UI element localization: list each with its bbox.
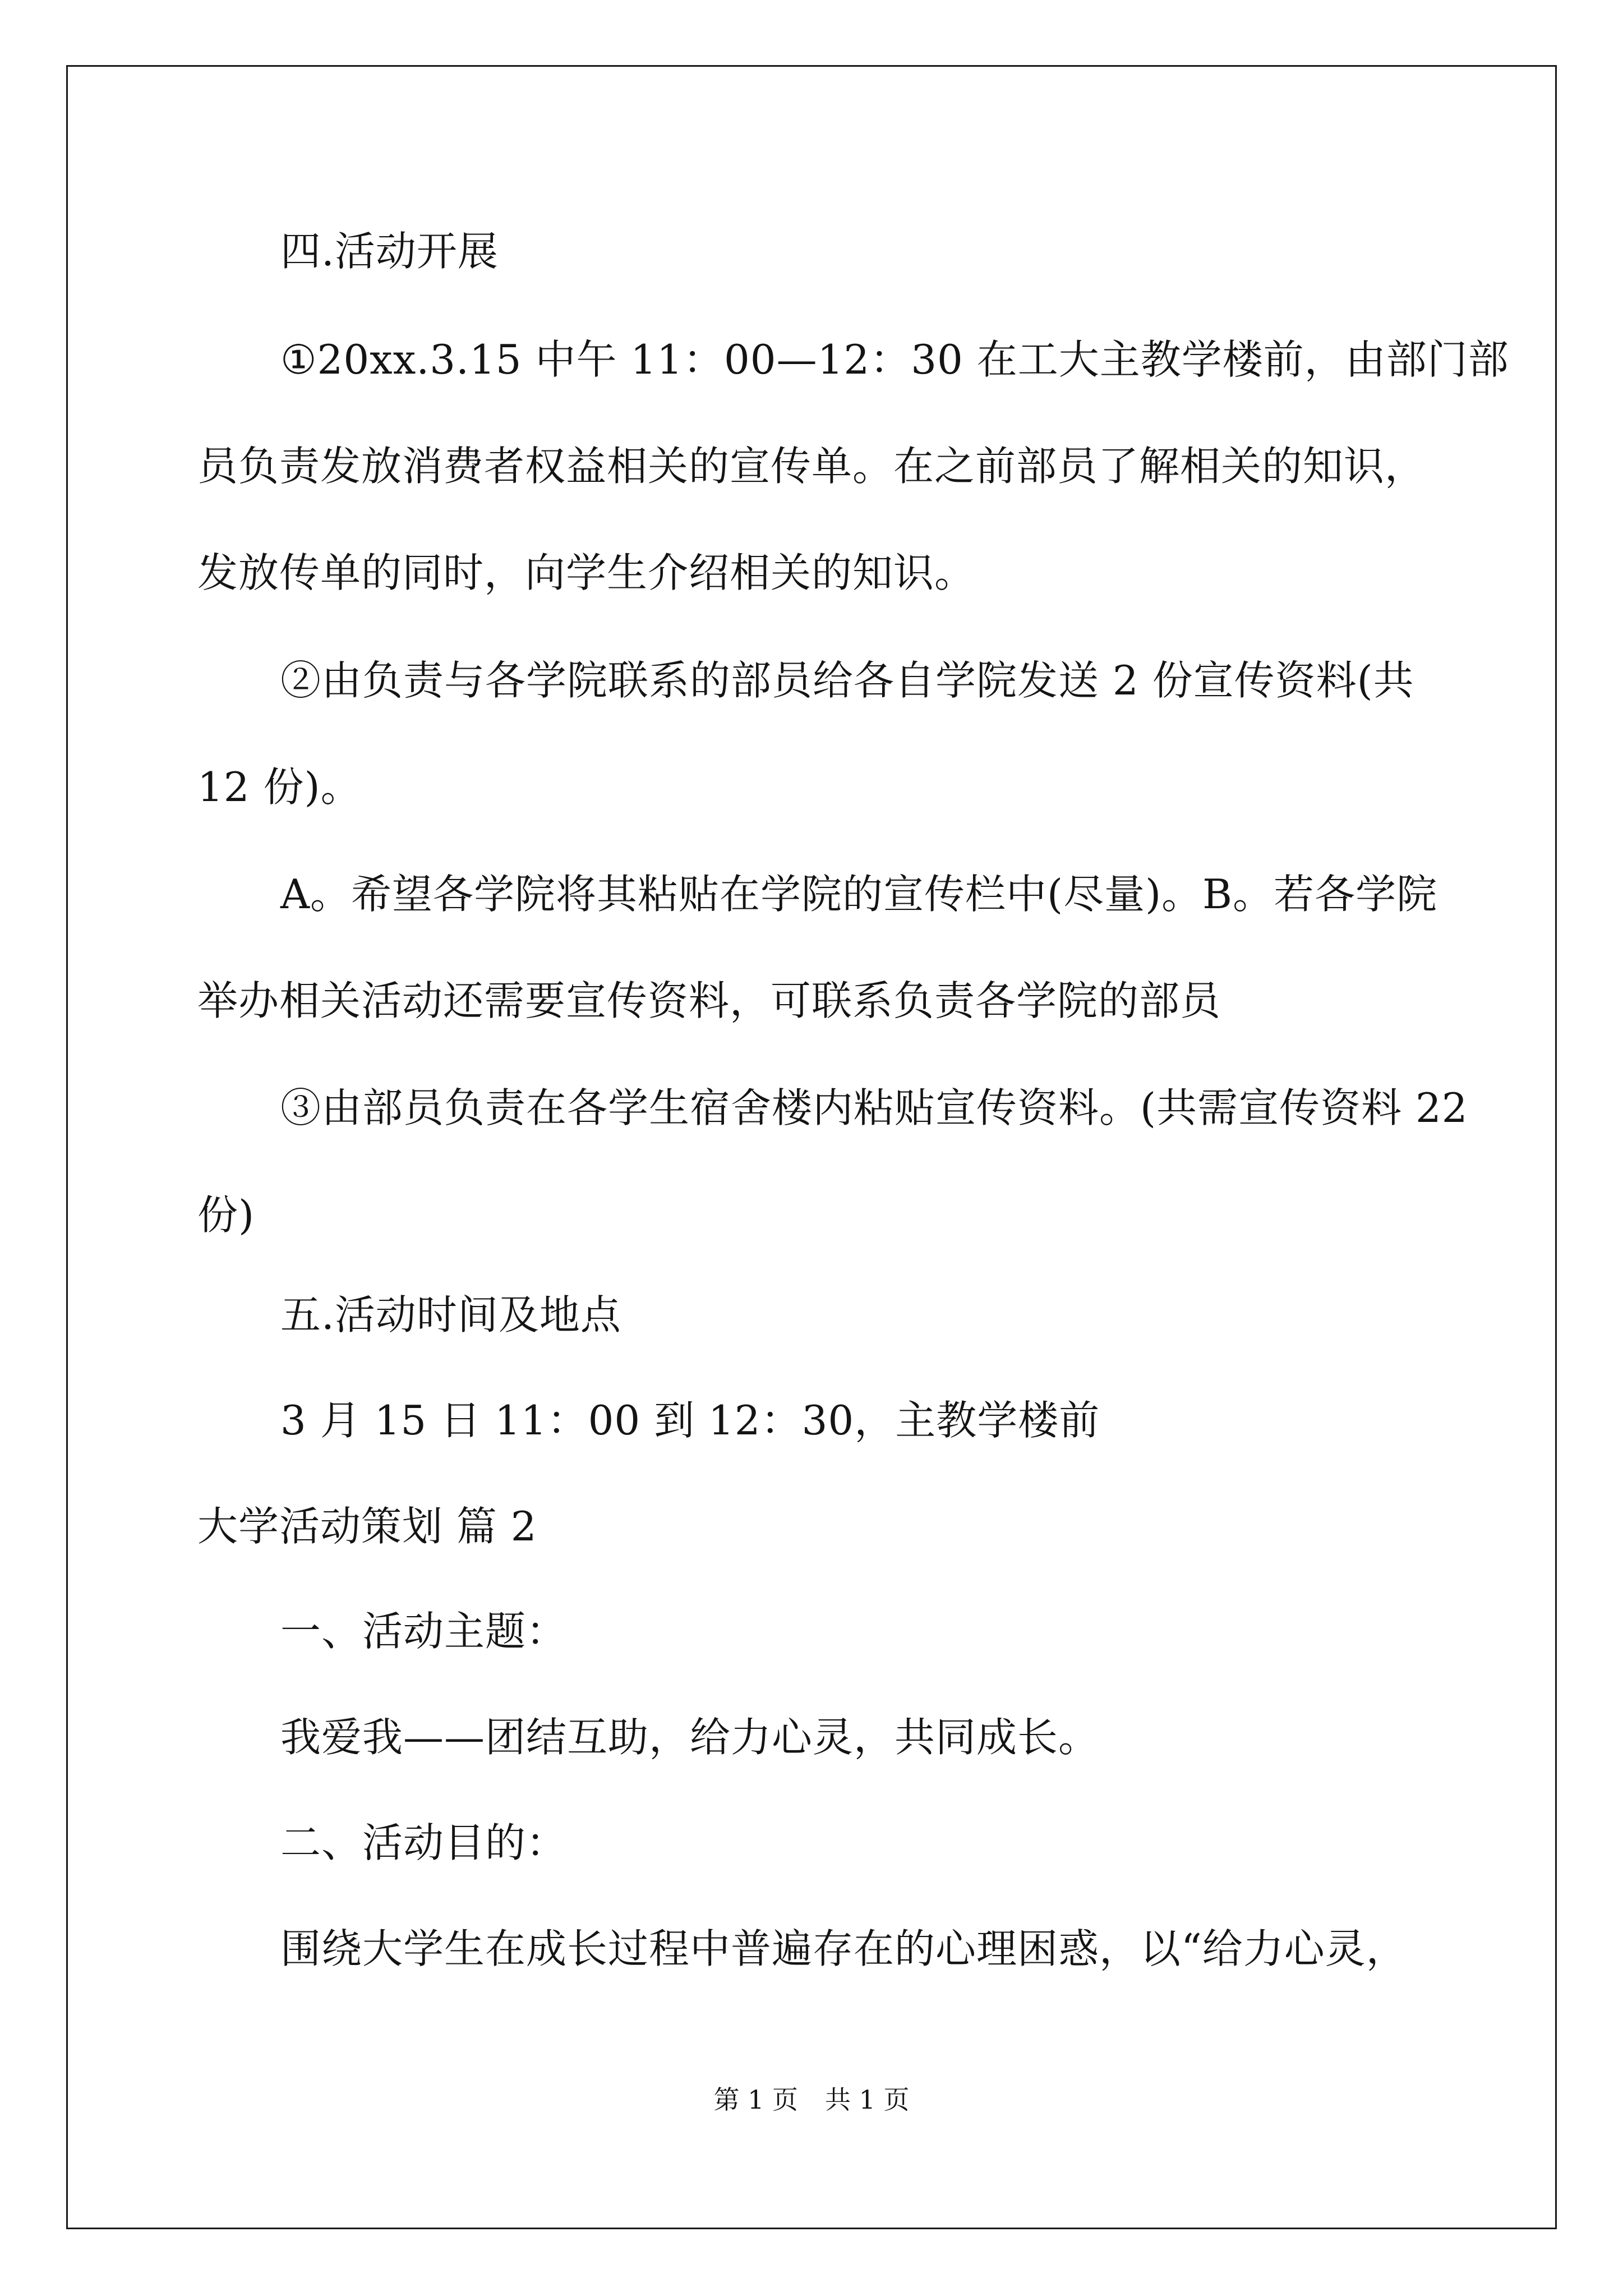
page-total: 共 1 页 [825, 2085, 910, 2115]
paragraph-line: A。希望各学院将其粘贴在学院的宣传栏中(尽量)。B。若各学院 [280, 871, 1438, 918]
section-heading-2: 二、活动目的： [280, 1819, 568, 1866]
paragraph-line: 发放传单的同时，向学生介绍相关的知识。 [197, 549, 976, 596]
page-number: 第 1 页 [713, 2085, 798, 2115]
section-heading-1: 一、活动主题： [280, 1608, 568, 1655]
paragraph-line: 份) [197, 1191, 255, 1239]
paragraph-line: ①20xx.3.15 中午 11：00—12：30 在工大主教学楼前，由部门部 [280, 336, 1509, 383]
paragraph-line: 举办相关活动还需要宣传资料，可联系负责各学院的部员 [197, 977, 1221, 1024]
paragraph-line: 员负责发放消费者权益相关的宣传单。在之前部员了解相关的知识， [197, 443, 1426, 490]
article-title: 大学活动策划 篇 2 [197, 1503, 537, 1550]
paragraph-line: ③由部员负责在各学生宿舍楼内粘贴宣传资料。(共需宣传资料 22 [280, 1084, 1468, 1131]
paragraph-line: 12 份)。 [197, 763, 362, 811]
paragraph-line: 围绕大学生在成长过程中普遍存在的心理困惑，以“给力心灵， [280, 1925, 1407, 1972]
paragraph-line: 3 月 15 日 11：00 到 12：30，主教学楼前 [280, 1397, 1100, 1444]
paragraph-line: 我爱我——团结互助，给力心灵，共同成长。 [280, 1714, 1100, 1761]
page-footer [0, 2087, 1623, 2113]
paragraph-line: ②由负责与各学院联系的部员给各自学院发送 2 份宣传资料(共 [280, 657, 1414, 704]
page-border [66, 65, 1557, 2229]
section-heading-5: 五.活动时间及地点 [280, 1291, 621, 1338]
section-heading-4: 四.活动开展 [280, 228, 499, 275]
